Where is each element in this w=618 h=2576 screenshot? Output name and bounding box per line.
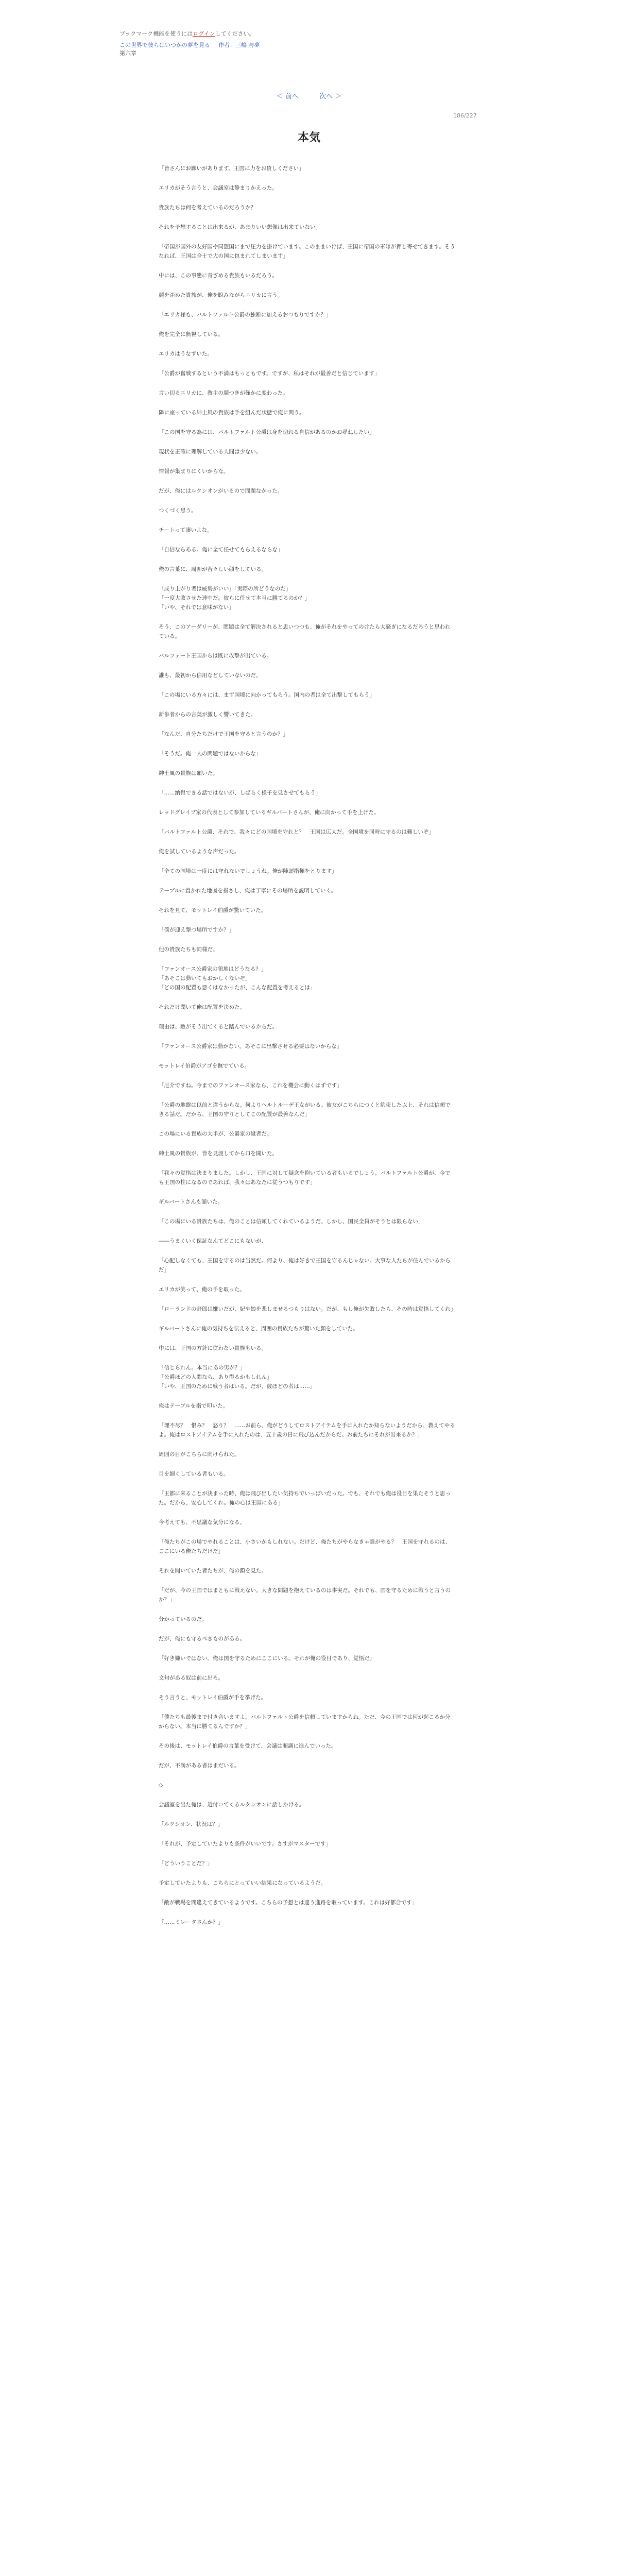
paragraph: 「エリカ様も、バルトファルト公爵の独断に加えるおつもりですか？」 xyxy=(159,312,332,318)
paragraph: テーブルに置かれた地図を指さし、俺は丁寧にその場所を説明していく。 xyxy=(159,888,337,894)
paragraph: 「この国を守る為には、バルトファルト公爵は身を切れる自信があるのかお尋ねしたい」 xyxy=(159,429,375,435)
paragraph: 中には、王国の方針に従わない貴族もいる。 xyxy=(159,1345,267,1351)
paragraph: 言い切るエリカに、教主の顔つきが僅かに変わった。 xyxy=(159,390,288,396)
login-notice xyxy=(119,30,490,38)
author-link[interactable]: 三嶋 与夢 xyxy=(235,42,260,48)
paragraph: 紳士風の貴族は頷いた。 xyxy=(159,770,218,776)
paragraph: 「好き嫌いではない。俺は国を守るためにここにいる。それが俺の役目であり、覚悟だ」 xyxy=(159,1655,375,1662)
paragraph: 「王都に来ることが決まった時、俺は飛び出したい気持ちでいっぱいだった。でも、それでも俺は役目を果たそうと思った。だから、安心してくれ。俺の心は王国にある」 xyxy=(159,1490,451,1506)
paragraph: それだけ聞いて俺は配置を決めた。 xyxy=(159,1004,245,1010)
page-header xyxy=(119,30,490,58)
paragraph: 「ルクシオン、状況は？」 xyxy=(159,1821,223,1827)
paragraph: 予定していたよりも、こちらにとっていい結果になっているようだ。 xyxy=(159,1880,327,1886)
paragraph: 「……ミレータさんか？」 xyxy=(159,1919,224,1925)
notice-suffix: してください。 xyxy=(215,30,255,37)
paragraph: それを聞いていた者たちが、俺の顔を見た。 xyxy=(159,1568,267,1574)
paragraph: 「だが、今の王国ではまともに戦えない。大きな問題を抱えているのは事実だ。それでも、国を守るために戦うと言うのか？」 xyxy=(159,1587,451,1603)
paragraph: 俺を完全に無視している。 xyxy=(159,331,224,337)
paragraph: 会議室を出た俺は、近付いてくるルクシオンに話しかける。 xyxy=(159,1802,305,1808)
paragraph: バルファート王国からは既に攻撃が出ている。 xyxy=(159,653,272,659)
paragraph: 新参者からの言葉が激しく響いてきた。 xyxy=(159,711,256,718)
paragraph: だが、俺にはルクシオンがいるので問題なかった。 xyxy=(159,488,283,494)
paragraph: 目を細くしている者もいる。 xyxy=(159,1471,229,1477)
paragraph: 「この場にいる方々には、まず国境に向かってもらう。国内の者は全て出撃してもらう」 xyxy=(159,692,375,698)
paragraph: 「僕が迎え撃つ場所ですか？」 xyxy=(159,927,234,933)
paragraph: それを見て、モットレイ伯爵が驚いていた。 xyxy=(159,907,266,913)
paragraph: モットレイ伯爵がアゴを撫でている。 xyxy=(159,1063,250,1069)
paragraph: それを予想することは出来るが、あまりいい想像は出来ていない。 xyxy=(159,224,321,230)
paragraph: その後は、モットレイ伯爵の言葉を受けて、会議は順調に進んでいった。 xyxy=(159,1743,337,1749)
paragraph: ◇ xyxy=(159,1782,163,1788)
paragraph: 「帝国が国外の友好国や同盟国にまで圧力を掛けています。このままいけば、王国に帝国の軍隊が押し寄せてきます。そうなれば、王国は全土で大の国に包まれてしまいます」 xyxy=(159,244,455,259)
paragraph: 「どういうことだ？」 xyxy=(159,1860,213,1867)
paragraph: 周囲の目がこちらに向けられた。 xyxy=(159,1451,240,1458)
paragraph: 「敵が戦場を間違えてきているようです。こちらの予想とは違う進路を取っています。これは好都合です」 xyxy=(159,1900,418,1906)
paragraph: ギルバートさんも頷いた。 xyxy=(159,1199,224,1205)
paragraph: 俺はテーブルを指で叩いた。 xyxy=(159,1403,229,1409)
paragraph: この場にいる貴族の大半が、公爵家の縁者だ。 xyxy=(159,1131,272,1137)
series-title-link[interactable]: この世界で彼らはいつかの夢を見る xyxy=(119,42,210,48)
paragraph: 「皆さんにお願いがあります。王国に力をお貸しください」 xyxy=(159,165,304,172)
paragraph: レッドグレイブ家の代表として参加しているギルバートさんが、俺に向かって手を上げた。 xyxy=(159,809,380,816)
paragraph: 「僕たちも最後まで付き合いますよ。バルトファルト公爵を信頼していますからね。ただ、今の王国では何が起こるか分からない。本当に勝てるんですか？」 xyxy=(159,1714,451,1730)
paragraph: 「バルトファルト公爵、それで、我々にどの国境を守れと？ 王国は広大だ。全国境を同時に守るのは難しいぞ」 xyxy=(159,829,434,835)
paragraph: だが、俺にも守るべきものがある。 xyxy=(159,1636,245,1642)
paragraph: 「なんだ、自分たちだけで王国を守ると言うのか？」 xyxy=(159,731,288,737)
paragraph: エリカはうなずいた。 xyxy=(159,351,213,357)
paragraph: 「全ての国境は一度には守れないでしょうね。俺が陣頭指揮をとります」 xyxy=(159,868,337,874)
paragraph: 「この場にいる貴族たちは、俺のことは信頼してくれているようだ。しかし、国民全員がそうとは限らない」 xyxy=(159,1218,424,1225)
paragraph: 俺の言葉に、周囲が苦々しい顔をしている。 xyxy=(159,566,267,572)
paragraph: そう言うと、モットレイ伯爵が手を挙げた。 xyxy=(159,1694,267,1701)
paragraph: そう、このアーダリーが、問題は全て解決されると思いつつも、俺がそれをやってのけたら大騒ぎになるだろうと思われている。 xyxy=(159,624,451,639)
page-number: 186/227 xyxy=(453,112,477,119)
paragraph: 「公爵が奮戦するという不満はもっともです。ですが、私はそれが最善だと信じています」 xyxy=(159,370,380,377)
paragraph: 「ファンオース公爵家は動かない。あそこに出撃させる必要はないからな」 xyxy=(159,1043,342,1049)
paragraph: 「自信ならある。俺に全て任せてもらえるならな」 xyxy=(159,547,283,553)
paragraph: 「厄介ですね。今までのファンオース家なら、これを機会に動くはずです」 xyxy=(159,1082,342,1089)
paragraph: 「公爵の地盤は以前と違うからな。何よりヘルトルーデ王女がいる。彼女がこちらにつくと約束した以上、それは信頼できる話だ。だから、王国の守りとしてこの配置が最善なんだ」 xyxy=(159,1102,451,1117)
paragraph: だが、不満がある者はまだいる。 xyxy=(159,1762,240,1769)
paragraph: 俺を試しているような声だった。 xyxy=(159,849,240,855)
paragraph: 今考えても、不思議な気分になる。 xyxy=(159,1519,245,1526)
paragraph: 隣に座っている紳士風の貴族は手を組んだ状態で俺に問う。 xyxy=(159,410,305,416)
pager xyxy=(0,91,618,100)
paragraph: ギルバートさんに俺の気持ちを伝えると、周囲の貴族たちが驚いた顔をしていた。 xyxy=(159,1326,358,1332)
series-info xyxy=(119,41,490,49)
paragraph: エリカがそう言うと、会議室は静まりかえった。 xyxy=(159,185,278,191)
paragraph: 「……納得できる話ではないが、しばらく様子を見させてもらう」 xyxy=(159,790,321,796)
paragraph: エリカが笑って、俺の手を取った。 xyxy=(159,1286,245,1293)
episode-title: 本気 xyxy=(297,131,320,144)
next-link[interactable]: 次へ ＞ xyxy=(319,93,342,100)
author-label: 作者： xyxy=(218,42,235,48)
novel-body xyxy=(159,164,455,1937)
prev-link[interactable]: ＜ 前へ xyxy=(276,93,299,100)
paragraph: 現状を正確に理解している人間は少ない。 xyxy=(159,449,262,455)
login-link[interactable]: ログイン xyxy=(193,30,215,37)
paragraph: 「ファンオース公爵家の領地はどうなる？」 「あそこは動いてもおかしくないぞ」 「どの国の配置も悪くはなかったが、こんな配置を考えるとは」 xyxy=(159,966,316,991)
paragraph: ――うまくいく保証なんてどこにもないが、 xyxy=(159,1238,267,1244)
paragraph: 他の貴族たちも同様だ。 xyxy=(159,946,218,953)
paragraph: 「我々の覚悟は決まりました。しかし、王国に対して疑念を抱いている者もいるでしょう。バルトファルト公爵が、今でも王国の柱になるのであれば、我々はあなたに従うつもりです」 xyxy=(159,1170,451,1185)
paragraph: 「心配しなくても、王国を守るのは当然だ。何より、俺は好きで王国を守るんじゃない。大事な人たちが住んでいるからだ」 xyxy=(159,1258,451,1273)
paragraph: 「俺たちがこの場でやれることは、小さいかもしれない。だけど、俺たちがやらなきゃ誰がやる？ 王国を守れるのは、ここにいる俺たちだけだ」 xyxy=(159,1539,451,1554)
paragraph: 「それが、予定していたよりも条件がいいです。さすがマスターです」 xyxy=(159,1841,332,1847)
paragraph: 紳士風の貴族が、皆を見渡してから口を開いた。 xyxy=(159,1150,278,1157)
paragraph: 中には、この事態に青ざめる貴族もいるだろう。 xyxy=(159,273,278,279)
paragraph: 貴族たちは何を考えているのだろうか？ xyxy=(159,205,256,211)
paragraph: 「そうだ。俺一人の問題ではないからな」 xyxy=(159,751,262,757)
notice-prefix: ブックマーク機能を使うには xyxy=(119,30,193,37)
paragraph: 「成り上がり者は威勢がいい」「実際の所どうなのだ」 「一度大敗させた連中だ。彼らに任せて本当に勝てるのか？」 「いや、それでは意味がない」 xyxy=(159,586,310,611)
paragraph: 情報が集まりにくいからな。 xyxy=(159,468,229,474)
paragraph: チートって凄いよな。 xyxy=(159,527,213,533)
paragraph: 文句がある奴は前に出ろ。 xyxy=(159,1675,224,1681)
paragraph: 「理不尽？ 恨み？ 怒り？ ……お前ら、俺がどうしてロストアイテムを手に入れたか知らないようだから、教えてやるよ。俺はロストアイテムを手に入れたのは、五十歳の日に飛び込んだからだ。お前たちにそれが出来るか？」 xyxy=(159,1422,455,1438)
paragraph: 理由は、敵がそう出てくると踏んでいるからだ。 xyxy=(159,1024,278,1030)
paragraph: 誰も、最初から信用などしていないのだ。 xyxy=(159,672,262,679)
paragraph: 分かっているのだ。 xyxy=(159,1616,208,1622)
chapter-label: 第六章 xyxy=(119,50,136,57)
paragraph: 「信じられん。本当にあの男が？」 「公爵ほどの人間なら、あり得るかもしれん」 「いや、王国のために戦う者はいる。だが、彼ほどの者は……」 xyxy=(159,1365,316,1389)
paragraph: 「ローランドの野郎は嫌いだが、妃や娘を悲しませるつもりはない。だが、もし俺が失敗したら、その時は覚悟してくれ」 xyxy=(159,1306,456,1312)
paragraph: 顔を歪めた貴族が、俺を睨みながらエリカに言う。 xyxy=(159,292,283,298)
paragraph: つくづく思う。 xyxy=(159,507,197,514)
